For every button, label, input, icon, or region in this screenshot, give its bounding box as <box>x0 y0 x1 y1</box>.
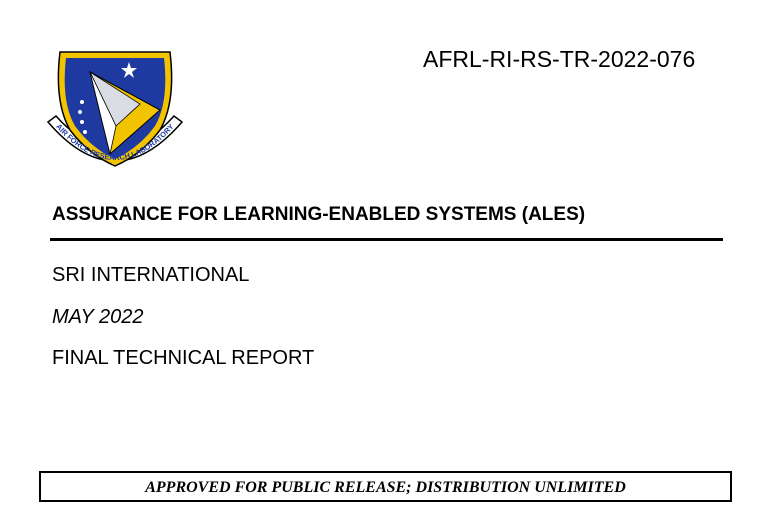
release-statement: APPROVED FOR PUBLIC RELEASE; DISTRIBUTION UNLIMITED <box>145 479 626 496</box>
afrl-logo <box>42 42 188 182</box>
release-statement-box <box>39 471 732 502</box>
organization: SRI INTERNATIONAL <box>52 264 250 286</box>
afrl-shield-icon <box>42 42 188 182</box>
report-date: MAY 2022 <box>52 306 144 328</box>
report-title: ASSURANCE FOR LEARNING-ENABLED SYSTEMS (ALES) <box>52 204 586 225</box>
report-type: FINAL TECHNICAL REPORT <box>52 347 315 369</box>
title-divider <box>50 238 723 241</box>
report-number: AFRL-RI-RS-TR-2022-076 <box>423 46 696 72</box>
svg-text:AIR FORCE RESEARCH LABORATORY: AIR FORCE RESEARCH LABORATORY <box>54 122 176 163</box>
